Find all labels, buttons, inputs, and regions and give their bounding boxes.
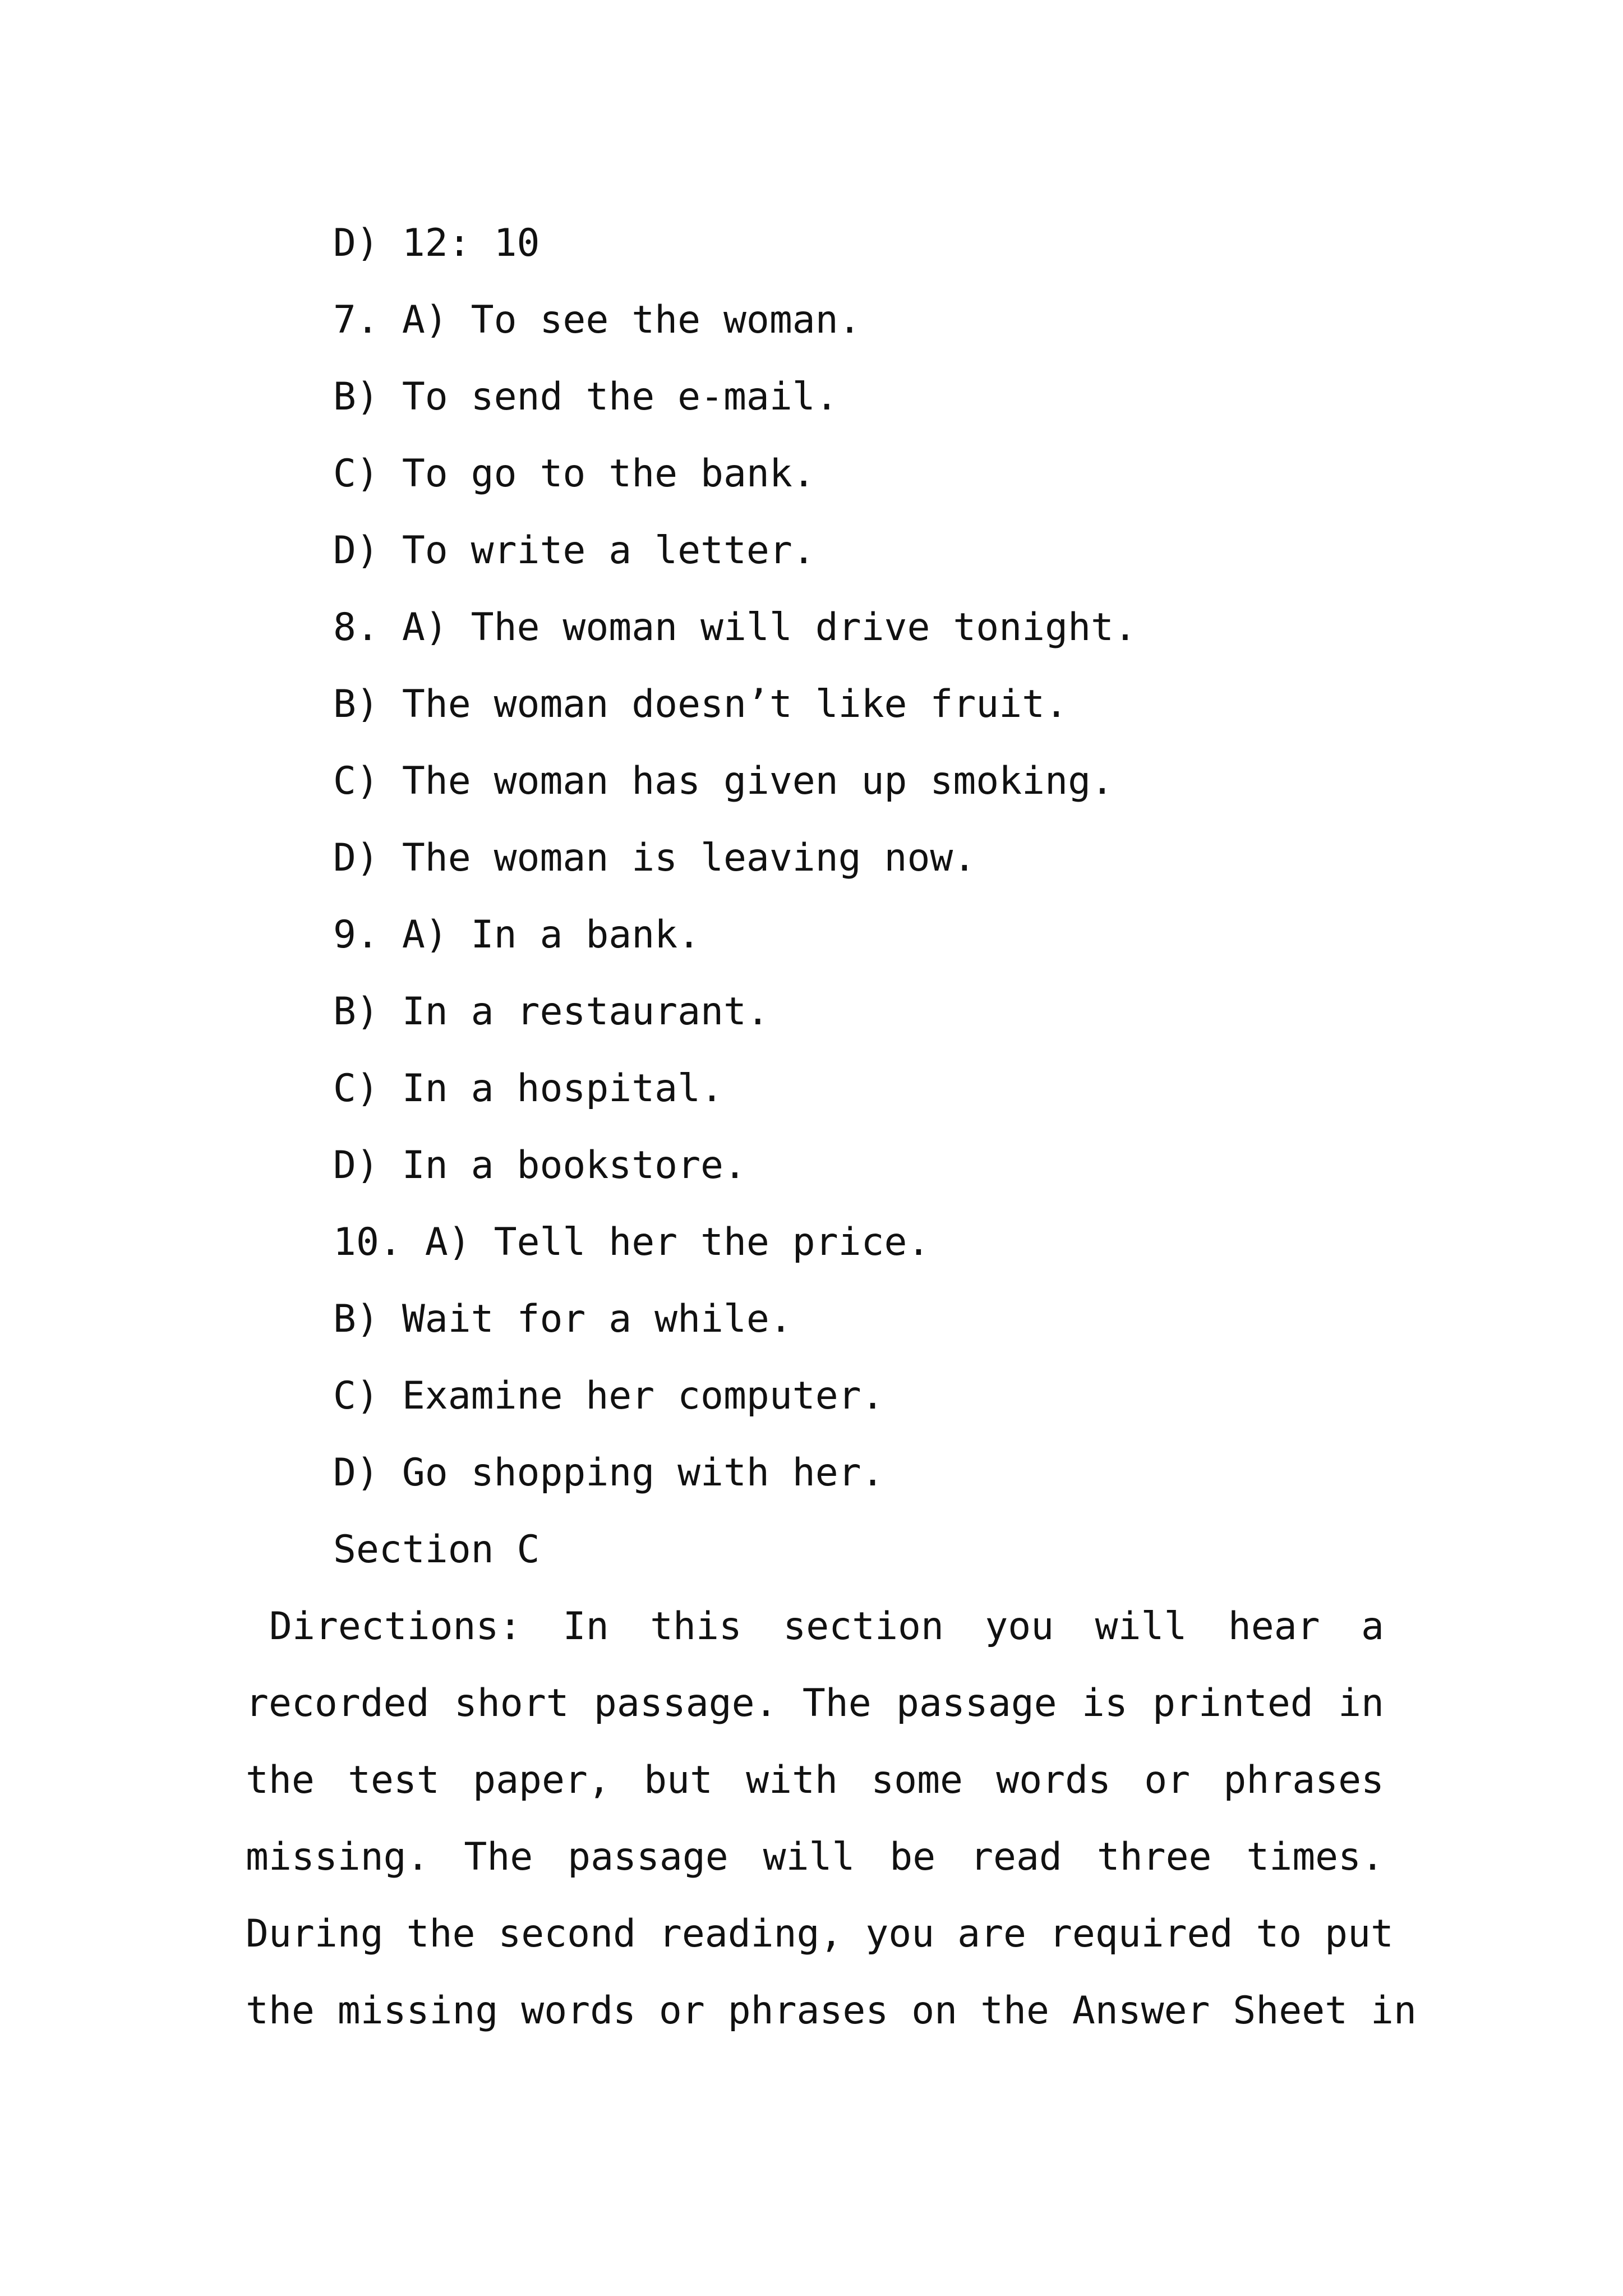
question-10-option-c: C) Examine her computer. <box>333 1374 884 1418</box>
question-8-option-d: D) The woman is leaving now. <box>333 836 976 880</box>
question-9-option-b: B) In a restaurant. <box>333 990 769 1034</box>
question-7-option-d: D) To write a letter. <box>333 528 815 573</box>
option-line: D) 12: 10 <box>333 221 540 265</box>
question-10-option-b: B) Wait for a while. <box>333 1297 792 1341</box>
question-10-option-d: D) Go shopping with her. <box>333 1451 884 1495</box>
question-7-option-c: C) To go to the bank. <box>333 452 815 496</box>
directions-line: missing. The passage will be read three times. <box>246 1835 1384 1879</box>
directions-line: Directions: In this section you will hear a <box>269 1604 1384 1649</box>
question-8-option-a: 8. A) The woman will drive tonight. <box>333 605 1137 650</box>
directions-line: recorded short passage. The passage is printed in <box>246 1681 1384 1726</box>
question-7-option-b: B) To send the e-mail. <box>333 375 838 419</box>
directions-line: During the second reading, you are required to put <box>246 1912 1394 1956</box>
directions-line: the missing words or phrases on the Answer Sheet in <box>246 1989 1417 2033</box>
question-8-option-c: C) The woman has given up smoking. <box>333 759 1114 803</box>
question-9-option-d: D) In a bookstore. <box>333 1143 746 1188</box>
section-heading: Section C <box>333 1527 540 1572</box>
question-7-option-a: 7. A) To see the woman. <box>333 298 861 342</box>
question-10-option-a: 10. A) Tell her the price. <box>333 1220 930 1264</box>
question-9-option-c: C) In a hospital. <box>333 1066 723 1111</box>
question-9-option-a: 9. A) In a bank. <box>333 913 701 957</box>
directions-line: the test paper, but with some words or phrases <box>246 1758 1384 1802</box>
question-8-option-b: B) The woman doesn’t like fruit. <box>333 682 1068 726</box>
